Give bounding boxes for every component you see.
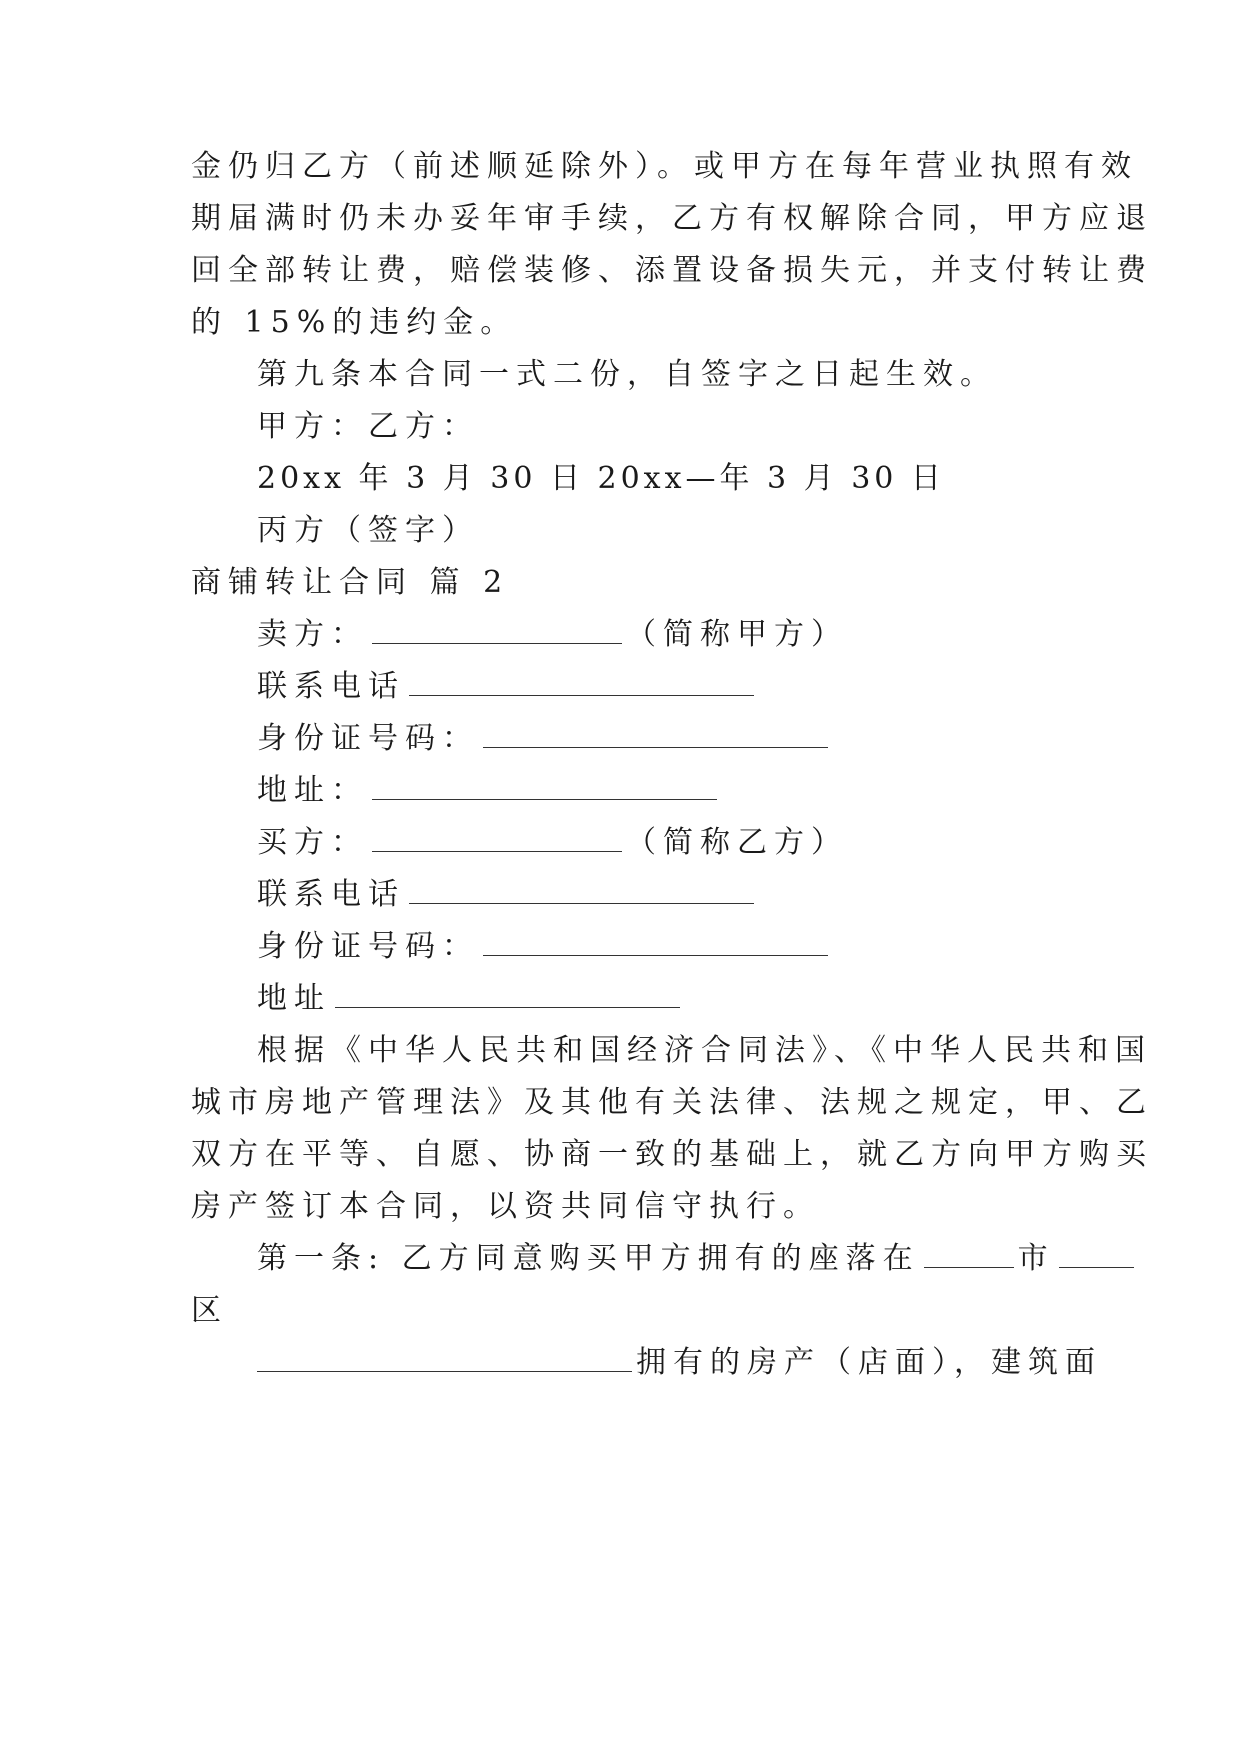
buyer-address-blank — [335, 977, 680, 1008]
article-9: 第九条本合同一式二份，自签字之日起生效。 — [257, 357, 997, 392]
buyer-address-label: 地址 — [257, 981, 331, 1016]
buyer-label: 买方： — [257, 825, 368, 860]
buyer-id-label: 身份证号码： — [257, 929, 479, 964]
property-location-blank — [257, 1341, 632, 1372]
city-blank — [924, 1237, 1014, 1268]
buyer-phone-blank — [409, 873, 754, 904]
seller-id-label: 身份证号码： — [257, 721, 479, 756]
text-line: 回全部转让费，赔偿装修、添置设备损失元，并支付转让费 — [191, 253, 1153, 288]
buyer-id-blank — [483, 925, 828, 956]
buyer-suffix: （简称乙方） — [626, 825, 848, 860]
buyer-address-row — [0, 977, 1241, 1021]
text-line: 的 15%的违约金。 — [191, 305, 518, 340]
seller-address-row — [0, 769, 1241, 813]
seller-phone-label: 联系电话 — [257, 669, 405, 704]
seller-id-row — [0, 717, 1241, 761]
seller-label: 卖方： — [257, 617, 368, 652]
seller-suffix: （简称甲方） — [626, 617, 848, 652]
seller-phone-blank — [409, 665, 754, 696]
article-1-prefix: 第一条: 乙方同意购买甲方拥有的座落在 — [257, 1241, 920, 1276]
seller-name-blank — [372, 613, 622, 644]
body-line: 城市房地产管理法》及其他有关法律、法规之规定，甲、乙 — [191, 1085, 1153, 1120]
city-label: 市 — [1017, 1241, 1055, 1276]
section-heading: 商铺转让合同 篇 2 — [191, 565, 510, 600]
seller-row — [0, 613, 1241, 657]
article-1-line — [0, 1237, 1241, 1281]
buyer-name-blank — [372, 821, 622, 852]
third-party-signature: 丙方（签字） — [257, 513, 479, 548]
district-blank — [1059, 1237, 1134, 1268]
seller-address-blank — [372, 769, 717, 800]
article-1-property-line — [0, 1341, 1241, 1385]
body-line: 房产签订本合同，以资共同信守执行。 — [191, 1189, 820, 1224]
signature-dates: 20xx 年 3 月 30 日 20xx—年 3 月 30 日 — [257, 461, 945, 496]
buyer-phone-row — [0, 873, 1241, 917]
body-line: 双方在平等、自愿、协商一致的基础上，就乙方向甲方购买 — [191, 1137, 1153, 1172]
signature-parties: 甲方：乙方： — [257, 409, 479, 444]
buyer-phone-label: 联系电话 — [257, 877, 405, 912]
body-line: 根据《中华人民共和国经济合同法》、《中华人民共和国 — [257, 1033, 1152, 1068]
buyer-id-row — [0, 925, 1241, 969]
seller-phone-row — [0, 665, 1241, 709]
text-line: 金仍归乙方（前述顺延除外）。或甲方在每年营业执照有效 — [191, 149, 1138, 184]
buyer-row — [0, 821, 1241, 865]
seller-address-label: 地址： — [257, 773, 368, 808]
district-label: 区 — [191, 1293, 228, 1328]
property-owned-text: 拥有的房产（店面），建筑面 — [636, 1345, 1102, 1380]
seller-id-blank — [483, 717, 828, 748]
text-line: 期届满时仍未办妥年审手续，乙方有权解除合同，甲方应退 — [191, 201, 1153, 236]
